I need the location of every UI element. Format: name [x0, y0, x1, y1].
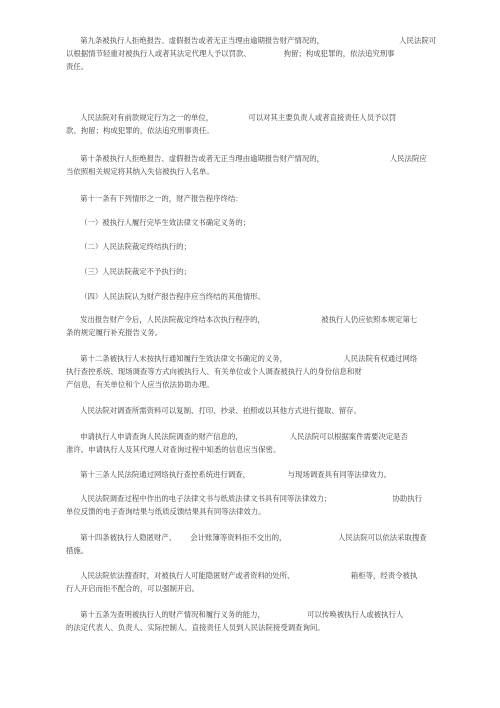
text-line: 第十四条被执行人隐匿财产、 会计账簿等资料拒不交出的， 人民法院可以依法采取搜查 [66, 533, 427, 542]
text-line: 当依照相关规定将其纳入失信被执行人名单。 [66, 167, 214, 176]
text-line: 第十条被执行人拒绝报告、虚假报告或者无正当理由逾期报告财产情况的， 人民法院应 [66, 154, 427, 163]
paragraph [66, 608, 438, 634]
text-line: 人民法院依法搜查时，对被执行人可能隐匿财产或者资料的处所、 箱柜等，经责令被执 [66, 571, 418, 580]
paragraph [66, 152, 438, 178]
paragraph [66, 216, 438, 229]
text-line: 发出报告财产令后，人民法院裁定终结本次执行程序的， 被执行人仍应依照本规定第七 [66, 315, 418, 324]
paragraph [66, 531, 438, 557]
paragraph [66, 430, 438, 456]
text-line: 条的规定履行补充报告义务。 [66, 328, 163, 337]
text-line: 产信息，有关单位和个人应当依法协助办理。 [66, 380, 214, 389]
text-line: 第十一条有下列情形之一的，财产报告程序终结： [66, 194, 243, 203]
text-line: 执行查控系统、现场调查等方式向被执行人、有关单位或个人调查被执行人的身份信息和财 [66, 367, 362, 376]
text-line: （二）人民法院裁定终结执行的； [66, 242, 191, 251]
text-line: 准许。申请执行人及其代理人对查询过程中知悉的信息应当保密。 [66, 445, 281, 454]
paragraph [66, 352, 438, 391]
text-line: （三）人民法院裁定不予执行的； [66, 267, 191, 276]
text-line: 人民法院对有前款规定行为之一的单位， 可以对其主要负责人或者直接责任人员予以罚 [66, 113, 397, 122]
paragraph [66, 569, 438, 595]
paragraph [66, 404, 438, 417]
paragraph [66, 313, 438, 339]
text-line: 申请执行人申请查询人民法院调查的财产信息的， 人民法院可以根据案件需要决定是否 [66, 432, 408, 441]
text-line: （一）被执行人履行完毕生效法律文书确定义务的； [66, 218, 251, 227]
paragraph [66, 265, 438, 278]
text-line: 人民法院调查过程中作出的电子法律文书与纸质法律文书具有同等法律效力； 协助执行 [66, 494, 423, 503]
text-line: 第九条被执行人拒绝报告、虚假报告或者无正当理由逾期报告财产情况的， 人民法院可 [66, 36, 437, 45]
text-line: 的法定代表人、负责人、实际控制人、直接责任人员到人民法院接受调查询问。 [66, 623, 325, 632]
text-line: 第十五条为查明被执行人的财产情况和履行义务的能力， 可以传唤被执行人或被执行人 [66, 610, 404, 619]
paragraph [66, 192, 438, 205]
text-line: 行人开启而拒不配合的，可以强制开启。 [66, 584, 200, 593]
text-line: 第十二条被执行人未按执行通知履行生效法律文书确定的义务， 人民法院有权通过网络 [66, 354, 418, 363]
text-line: 单位反馈的电子查询结果与纸质反馈结果具有同等法律效力。 [66, 507, 266, 516]
paragraph [66, 240, 438, 253]
paragraph [66, 34, 438, 73]
paragraph [66, 290, 438, 303]
paragraph [66, 111, 438, 137]
text-line: 第十三条人民法院通过网络执行查控系统进行调查， 与现场调查具有同等法律效力。 [66, 470, 392, 479]
text-line: 以根据情节轻重对被执行人或者其法定代理人予以罚款、 拘留；构成犯罪的，依法追究刑事 [66, 49, 395, 58]
text-line: 责任。 [66, 62, 89, 71]
text-line: 人民法院对调查所需资料可以复制、打印、抄录、拍照或以其他方式进行提取、留存。 [66, 406, 361, 415]
text-line: 措施。 [66, 546, 89, 555]
text-line: （四）人民法院认为财产报告程序应当终结的其他情形。 [66, 292, 265, 301]
paragraph [66, 468, 438, 481]
paragraph [66, 492, 438, 518]
text-line: 款、拘留；构成犯罪的，依法追究刑事责任。 [66, 126, 214, 135]
